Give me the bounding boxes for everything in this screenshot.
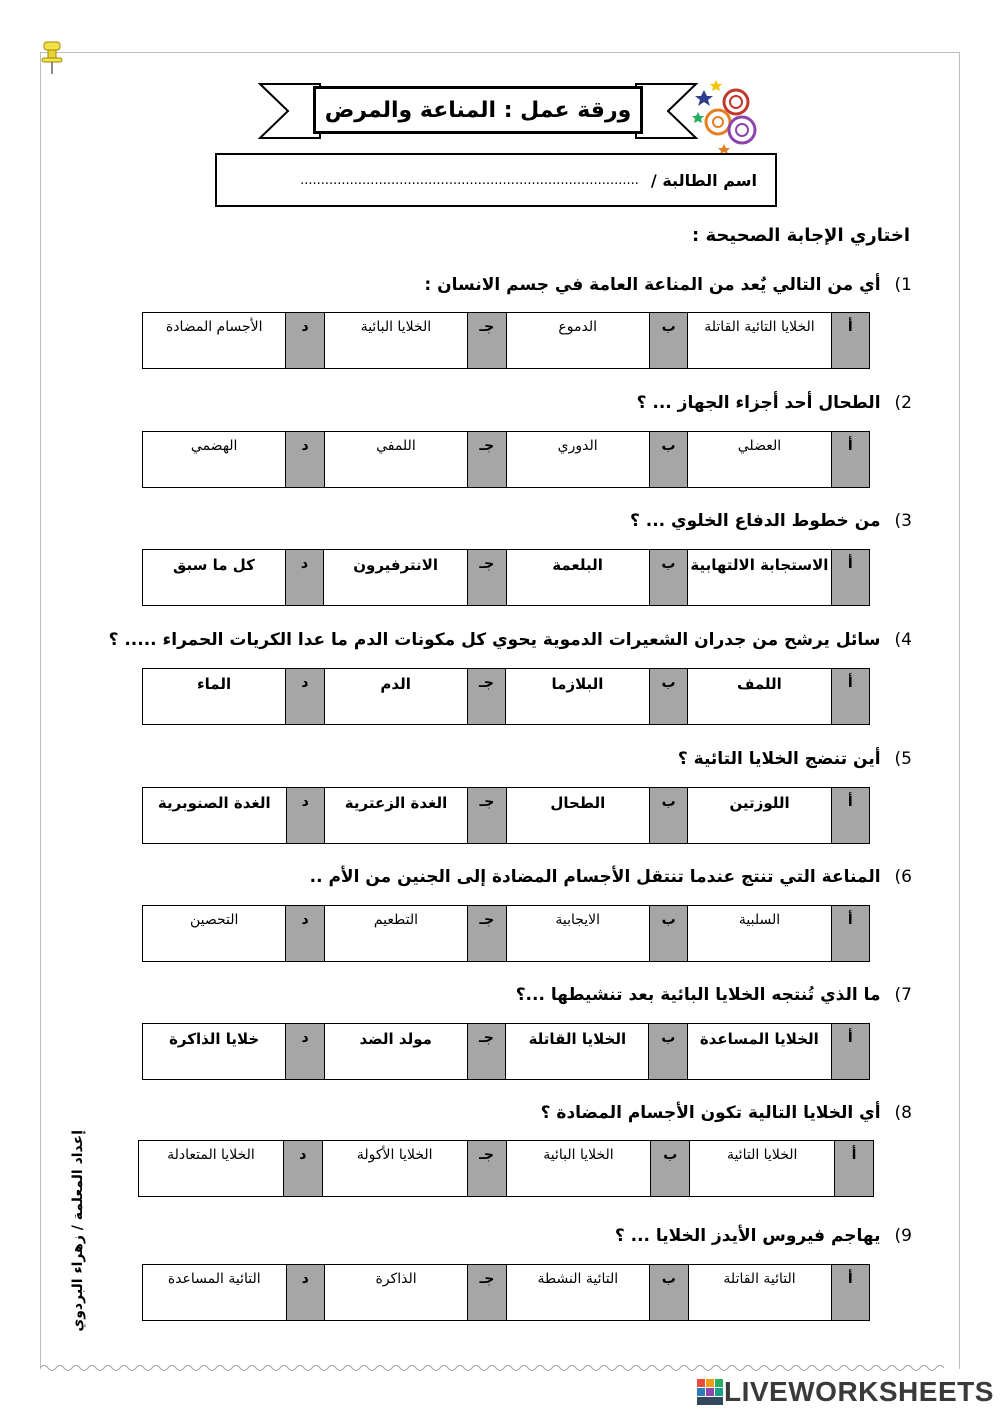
- option-a[interactable]: اللمف: [688, 669, 831, 725]
- question-9: [615, 1226, 912, 1246]
- option-letter-d: د: [286, 1024, 324, 1080]
- option-b[interactable]: البلعمة: [506, 550, 649, 606]
- option-letter-c: جـ: [468, 788, 507, 844]
- option-letter-a: أ: [831, 1265, 869, 1321]
- option-letter-d: د: [286, 1265, 324, 1321]
- question-7: [516, 985, 912, 1005]
- option-a[interactable]: التائية القاتلة: [688, 1265, 831, 1321]
- option-c[interactable]: الخلايا الأكولة: [322, 1141, 467, 1197]
- question-5: [678, 749, 912, 769]
- option-b[interactable]: الدوري: [506, 432, 649, 488]
- teacher-credit: إعداد المعلمة / زهراء البردوي: [70, 1130, 86, 1332]
- option-d[interactable]: الخلايا المتعادلة: [139, 1141, 284, 1197]
- option-b[interactable]: الايجابية: [506, 906, 649, 962]
- option-d[interactable]: الماء: [143, 669, 286, 725]
- option-b[interactable]: البلازما: [506, 669, 649, 725]
- options-table-5: [142, 787, 870, 844]
- option-letter-c: جـ: [467, 313, 506, 369]
- option-c[interactable]: الدم: [324, 669, 467, 725]
- option-c[interactable]: التطعيم: [324, 906, 467, 962]
- option-a[interactable]: الخلايا التائية: [690, 1141, 835, 1197]
- liveworksheets-logo-icon: [696, 1378, 724, 1406]
- question-text: أين تنضج الخلايا التائية ؟: [677, 749, 881, 769]
- option-letter-b: ب: [649, 669, 688, 725]
- option-letter-b: ب: [651, 1141, 690, 1197]
- option-b[interactable]: الدموع: [506, 313, 649, 369]
- question-number: 2): [894, 393, 912, 413]
- option-c[interactable]: الغدة الزعترية: [324, 788, 467, 844]
- option-letter-a: أ: [835, 1141, 874, 1197]
- question-text: ما الذي تُنتجه الخلايا البائية بعد تنشيطها ...؟: [515, 985, 881, 1005]
- option-letter-b: ب: [649, 1024, 688, 1080]
- option-d[interactable]: خلايا الذاكرة: [143, 1024, 286, 1080]
- bottom-wavy-border: [40, 1362, 960, 1374]
- option-a[interactable]: العضلي: [688, 432, 831, 488]
- option-letter-b: ب: [649, 1265, 688, 1321]
- option-b[interactable]: التائية النشطة: [506, 1265, 649, 1321]
- option-letter-a: أ: [831, 906, 869, 962]
- option-letter-a: أ: [831, 788, 869, 844]
- question-number: 3): [894, 511, 912, 531]
- option-letter-a: أ: [831, 669, 869, 725]
- options-table-9: [142, 1264, 870, 1321]
- option-d[interactable]: الأجسام المضادة: [143, 313, 286, 369]
- option-letter-d: د: [286, 669, 324, 725]
- option-c[interactable]: الخلايا البائية: [324, 313, 467, 369]
- option-b[interactable]: الخلايا القاتلة: [506, 1024, 649, 1080]
- option-d[interactable]: الغدة الصنوبرية: [143, 788, 287, 844]
- option-letter-c: جـ: [468, 906, 507, 962]
- option-a[interactable]: السلبية: [688, 906, 831, 962]
- option-c[interactable]: الذاكرة: [324, 1265, 467, 1321]
- option-a[interactable]: الاستجابة الالتهابية: [688, 550, 831, 606]
- question-number: 7): [894, 985, 912, 1005]
- option-letter-a: أ: [831, 432, 869, 488]
- option-letter-c: جـ: [467, 1024, 506, 1080]
- question-3: [630, 511, 912, 531]
- option-c[interactable]: الانترفيرون: [324, 550, 468, 606]
- option-c[interactable]: اللمفي: [324, 432, 467, 488]
- instruction-heading: اختاري الإجابة الصحيحة :: [692, 225, 910, 246]
- question-2: [637, 393, 912, 413]
- option-a[interactable]: اللوزتين: [688, 788, 831, 844]
- option-letter-a: أ: [831, 313, 869, 369]
- option-letter-c: جـ: [467, 669, 506, 725]
- option-letter-b: ب: [649, 906, 688, 962]
- option-letter-d: د: [286, 906, 324, 962]
- question-number: 1): [894, 275, 912, 295]
- option-b[interactable]: الخلايا البائية: [506, 1141, 651, 1197]
- option-a[interactable]: الخلايا التائية القاتلة: [688, 313, 831, 369]
- liveworksheets-brand-text: LIVEWORKSHEETS: [724, 1376, 994, 1407]
- question-text: المناعة التي تنتج عندما تنتقل الأجسام المضادة إلى الجنين من الأم ..: [309, 867, 881, 887]
- option-d[interactable]: الهضمي: [143, 432, 286, 488]
- option-b[interactable]: الطحال: [506, 788, 649, 844]
- student-name-field[interactable]: [215, 153, 777, 207]
- question-number: 4): [894, 630, 912, 650]
- student-name-blank[interactable]: ..................................................................................: [300, 172, 639, 188]
- option-d[interactable]: كل ما سبق: [143, 550, 286, 606]
- question-number: 5): [894, 749, 912, 769]
- option-letter-a: أ: [831, 550, 869, 606]
- option-letter-c: جـ: [468, 550, 507, 606]
- option-letter-c: جـ: [467, 432, 506, 488]
- question-number: 6): [894, 867, 912, 887]
- option-letter-d: د: [286, 788, 324, 844]
- swirl-decoration-icon: [690, 78, 762, 154]
- options-table-2: [142, 431, 870, 488]
- option-letter-b: ب: [649, 432, 688, 488]
- option-d[interactable]: التحصين: [143, 906, 286, 962]
- options-table-7: [142, 1023, 870, 1080]
- option-letter-d: د: [286, 432, 324, 488]
- question-text: أي من التالي يٌعد من المناعة العامة في جسم الانسان :: [424, 275, 881, 295]
- options-table-1: [142, 312, 870, 369]
- question-text: يهاجم فيروس الأيدز الخلايا ... ؟: [614, 1226, 881, 1246]
- option-letter-d: د: [283, 1141, 322, 1197]
- option-letter-b: ب: [649, 313, 688, 369]
- question-number: 9): [894, 1226, 912, 1246]
- page-title: ورقة عمل : المناعة والمرض: [313, 86, 643, 134]
- student-name-label: اسم الطالبة /: [650, 170, 757, 190]
- option-letter-d: د: [285, 550, 323, 606]
- question-4: [109, 630, 912, 650]
- question-number: 8): [894, 1103, 912, 1123]
- question-text: أي الخلايا التالية تكون الأجسام المضادة ؟: [540, 1103, 881, 1123]
- liveworksheets-logo: [696, 1376, 994, 1408]
- options-table-6: [142, 905, 870, 962]
- option-letter-b: ب: [649, 788, 688, 844]
- question-8: [541, 1103, 912, 1123]
- question-1: [424, 275, 912, 295]
- options-table-8: [138, 1140, 874, 1197]
- option-a[interactable]: الخلايا المساعدة: [688, 1024, 832, 1080]
- option-letter-b: ب: [649, 550, 688, 606]
- option-letter-d: د: [286, 313, 324, 369]
- question-6: [310, 867, 912, 887]
- pushpin-icon: [40, 38, 70, 78]
- option-d[interactable]: التائية المساعدة: [143, 1265, 287, 1321]
- option-letter-a: أ: [831, 1024, 869, 1080]
- question-text: من خطوط الدفاع الخلوي ... ؟: [629, 511, 881, 531]
- option-letter-c: جـ: [468, 1265, 507, 1321]
- options-table-4: [142, 668, 870, 725]
- option-c[interactable]: مولد الضد: [324, 1024, 467, 1080]
- question-text: الطحال أحد أجزاء الجهاز ... ؟: [636, 393, 881, 413]
- options-table-3: [142, 549, 870, 606]
- option-letter-c: جـ: [467, 1141, 506, 1197]
- question-text: سائل يرشح من جدران الشعيرات الدموية يحوي كل مكونات الدم ما عدا الكريات الحمراء ..... ؟: [108, 630, 881, 650]
